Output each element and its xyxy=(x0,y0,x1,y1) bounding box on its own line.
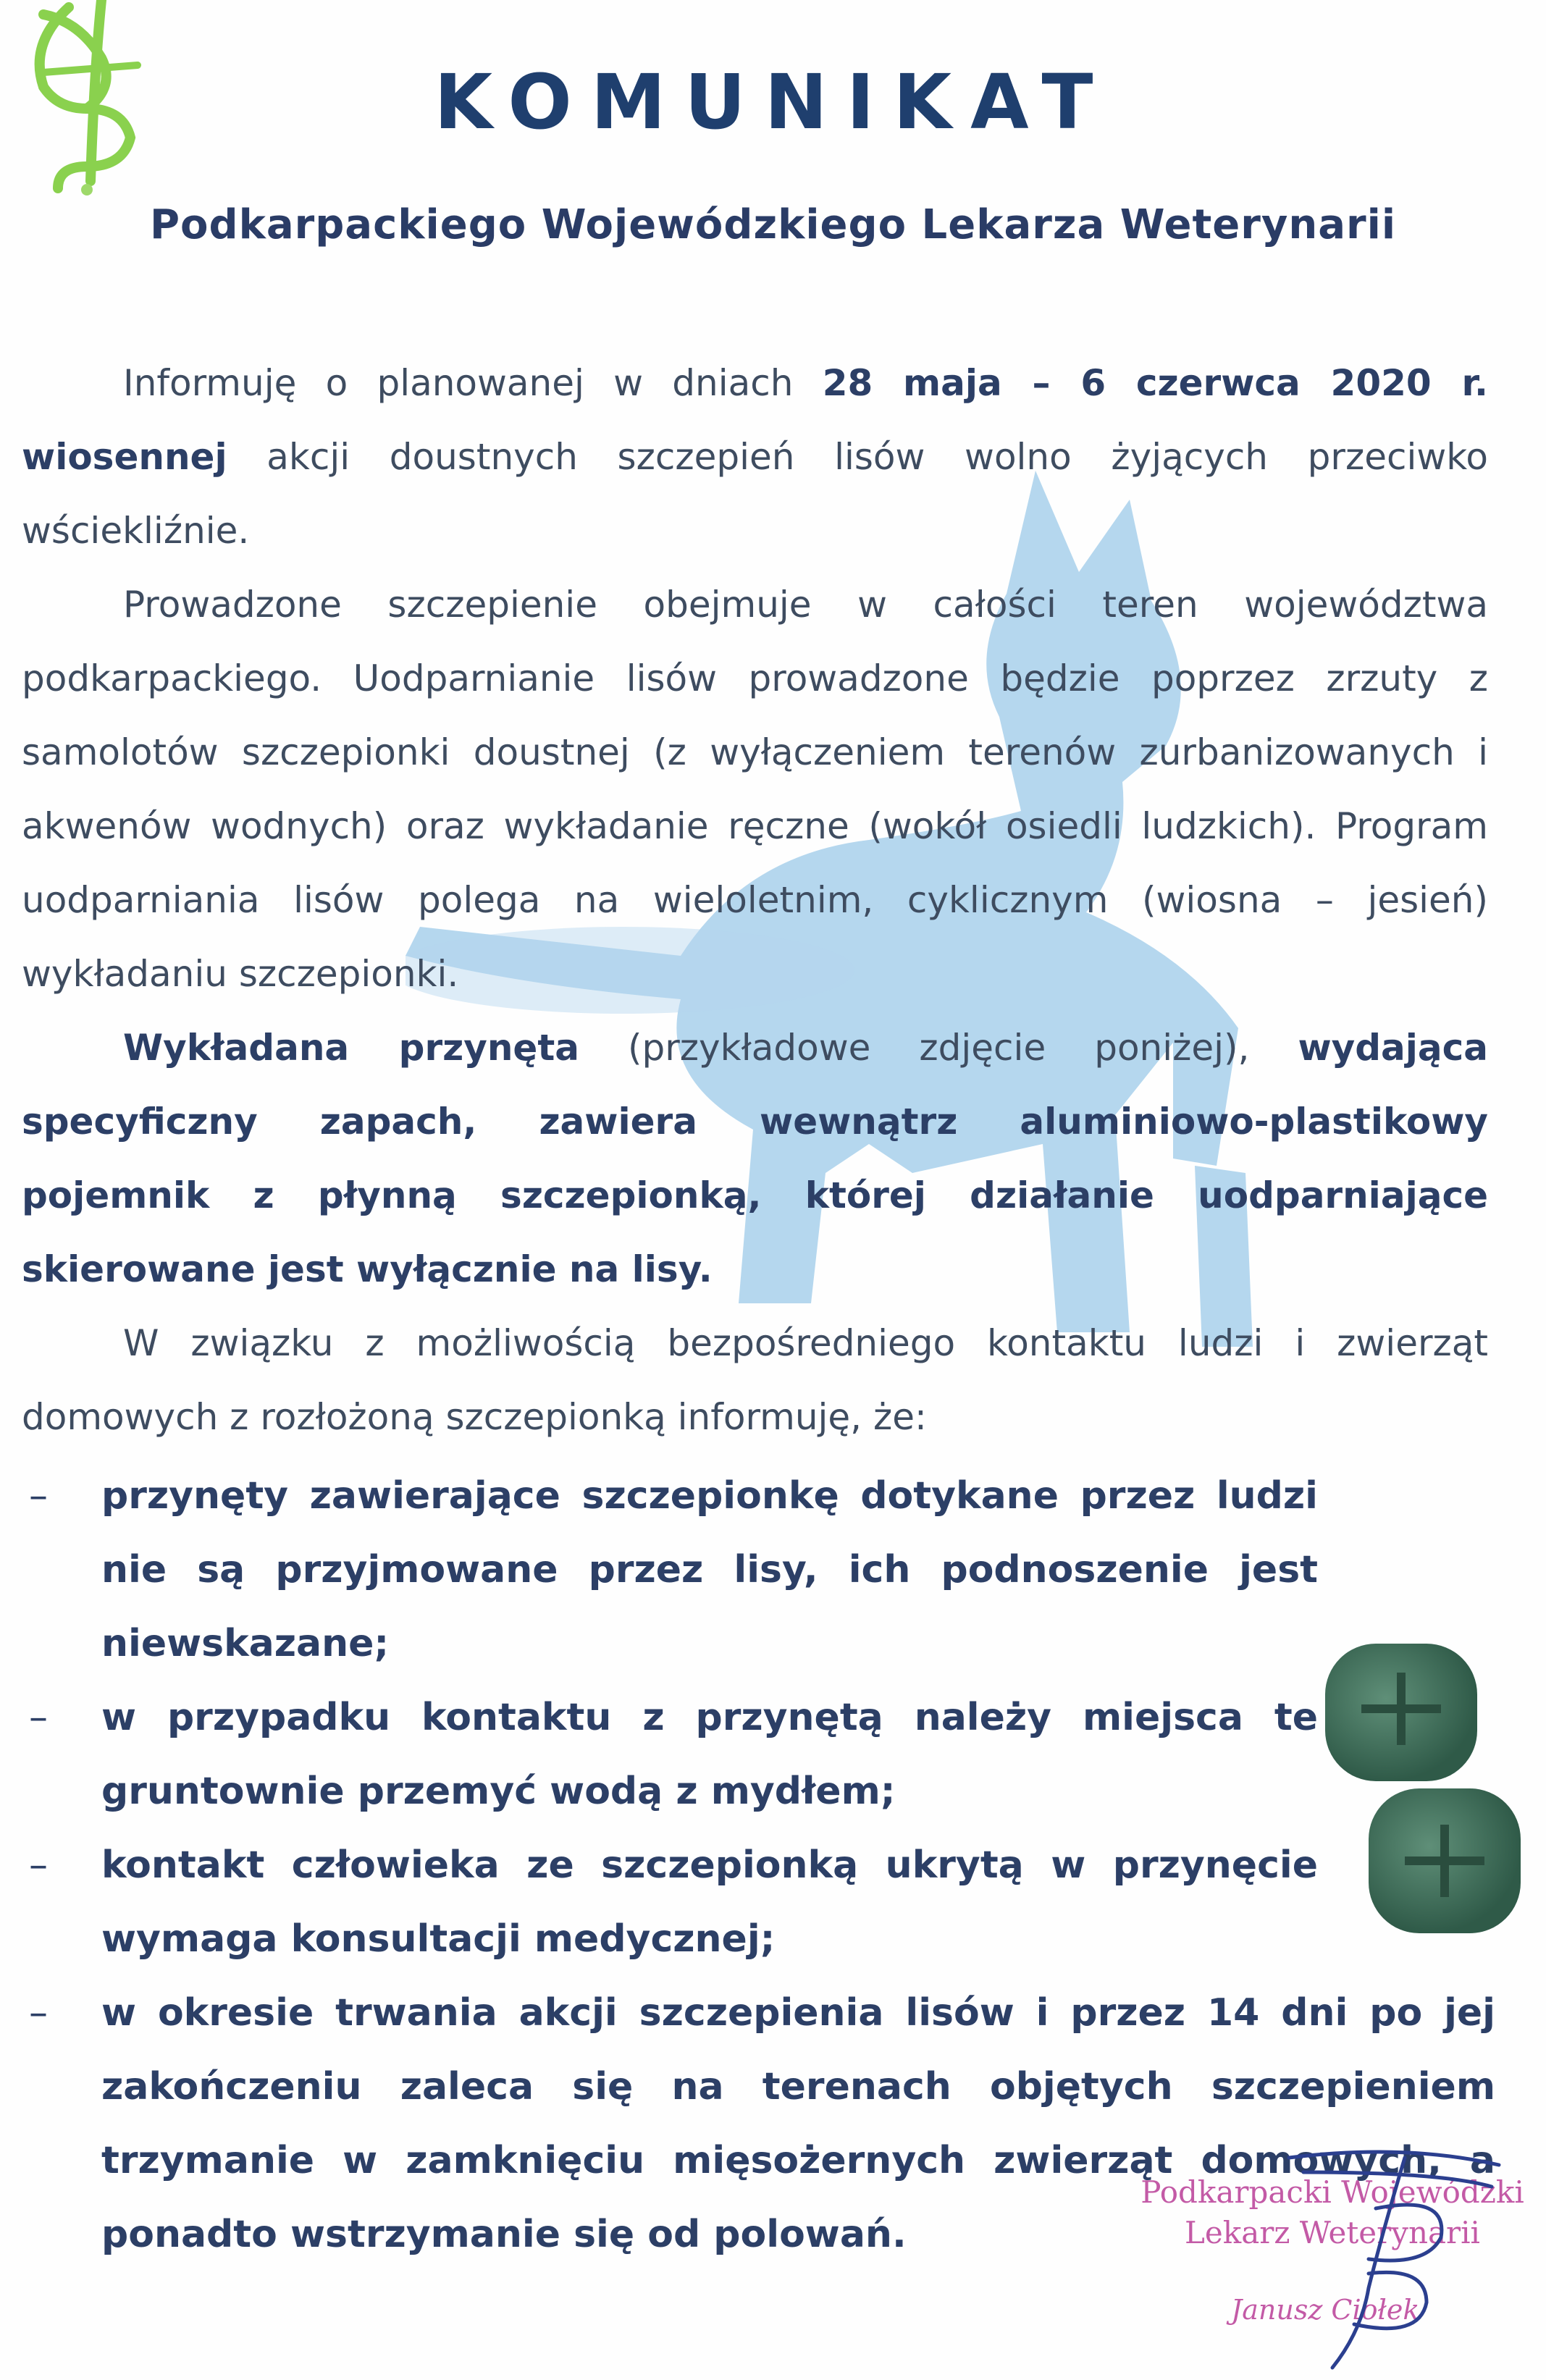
dash-bullet: – xyxy=(29,1843,48,1887)
list-item-text: przynęty zawierające szczepionkę dotykane przez ludzi nie są przyjmowane przez lisy, ich podnoszenie jest niewskazane; xyxy=(101,1474,1318,1665)
stamp-signer-name: Janusz Ciołek xyxy=(1231,2294,1420,2326)
bait-lead: Wykładana przynęta xyxy=(123,1027,579,1069)
list-item-text: w przypadku kontaktu z przynętą należy miejsca te gruntownie przemyć wodą z mydłem; xyxy=(101,1696,1318,1813)
paragraph-area: Prowadzone szczepienie obejmuje w całości teren województwa podkarpackiego. Uodparnianie lisów prowadzone będzie poprzez zrzuty z samolotów szczepionki doustnej (z wyłączeniem terenów zurbanizowanych i akwenów wodnych) oraz wykładanie ręczne (wokół osiedli ludzkich). Program uodparniania lisów polega na wieloletnim, cyklicznym (wiosna – jesień) wykładaniu szczepionki. xyxy=(22,584,1488,995)
announcement-body xyxy=(22,346,1488,1454)
stamp-line-1: Podkarpacki Wojewódzki xyxy=(1140,2174,1524,2210)
page-subtitle: Podkarpackiego Wojewódzkiego Lekarza Weterynarii xyxy=(149,201,1397,248)
page-title: KOMUNIKAT xyxy=(434,58,1112,146)
dash-bullet: – xyxy=(29,1991,48,2035)
paragraph-bait xyxy=(22,1011,1488,1306)
list-item xyxy=(29,1681,1318,1828)
list-item-text: w okresie trwania akcji szczepienia lisów i przez 14 dni po jej zakończeniu zaleca się na terenach objętych szczepieniem trzymanie w zamknięciu mięsożernych zwierząt domowych, a ponadto wstrzymanie się od polowań. xyxy=(101,1991,1495,2256)
bait-photo-note: (przykładowe zdjęcie poniżej), xyxy=(579,1027,1298,1069)
paragraph-dates-text: Informuję o planowanej w dniach xyxy=(123,362,823,404)
season-word: wiosennej xyxy=(22,436,227,478)
paragraph-dates xyxy=(22,346,1488,568)
bait-description: wydająca specyficzny zapach, zawiera wewnątrz aluminiowo-plastikowy pojemnik z płynną szczepionką, której działanie uodparniające skierowane jest wyłącznie na lisy. xyxy=(22,1027,1489,1290)
list-item xyxy=(29,1828,1318,1976)
dash-bullet: – xyxy=(29,1474,48,1518)
handwritten-signature-icon xyxy=(1260,2143,1521,2375)
paragraph-dates-rest: akcji doustnych szczepień lisów wolno żyjących przeciwko wściekliźnie. xyxy=(22,436,1488,552)
list-item xyxy=(29,1459,1318,1681)
paragraph-contact: W związku z możliwością bezpośredniego kontaktu ludzi i zwierząt domowych z rozłożoną szczepionką informuję, że: xyxy=(22,1322,1488,1438)
vaccination-dates: 28 maja – 6 czerwca 2020 r. xyxy=(822,362,1488,404)
list-item-text: kontakt człowieka ze szczepionką ukrytą w przynęcie wymaga konsultacji medycznej; xyxy=(101,1843,1318,1961)
dash-bullet: – xyxy=(29,1696,48,1739)
stamp-line-2: Lekarz Weterynarii xyxy=(1185,2215,1480,2250)
